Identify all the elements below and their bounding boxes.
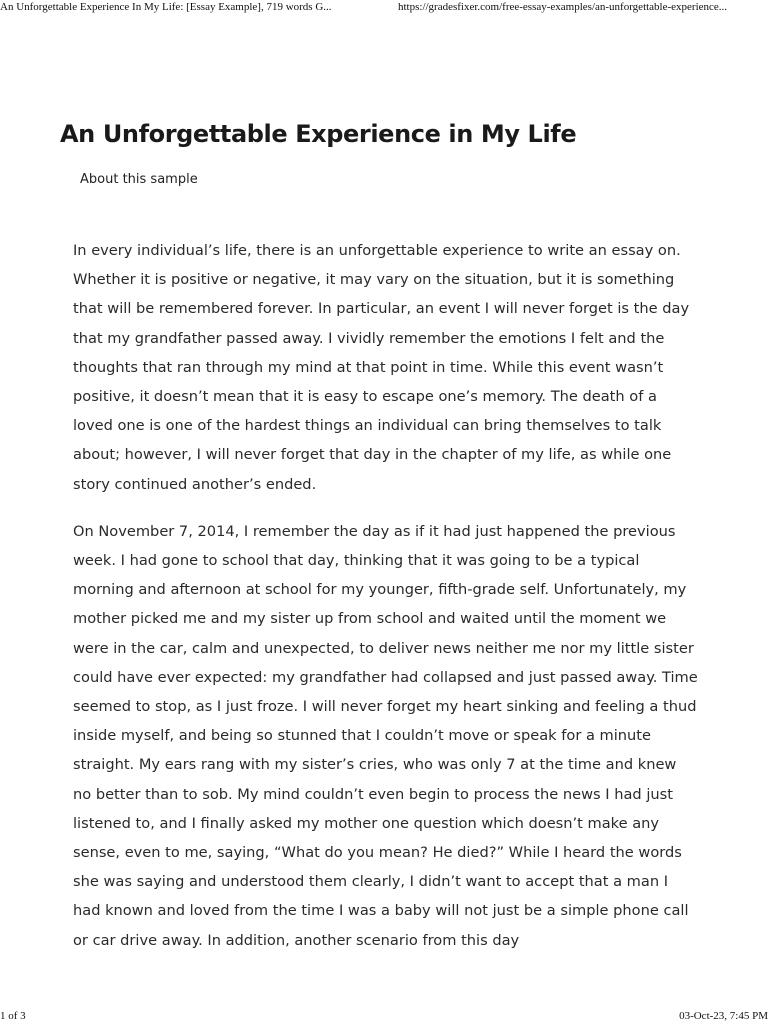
print-header-title: An Unforgettable Experience In My Life: [Essay Example], 719 words G... <box>0 1 332 13</box>
print-datetime: 03-Oct-23, 7:45 PM <box>679 1010 768 1022</box>
print-header-url[interactable]: https://gradesfixer.com/free-essay-examples/an-unforgettable-experience... <box>398 1 728 13</box>
page-number: 1 of 3 <box>0 1010 26 1022</box>
article-title: An Unforgettable Experience in My Life <box>60 120 577 148</box>
print-header <box>0 0 768 16</box>
essay-paragraph-1: In every individual’s life, there is an unforgettable experience to write an essay on. Whether it is positive or negative, it may vary on the situation, but it is something that will be remembered forever. In particular, an event I will never forget is the day that my grandfather passed away. I vividly remember the emotions I felt and the thoughts that ran through my mind at that point in time. While this event wasn’t positive, it doesn’t mean that it is easy to escape one’s memory. The death of a loved one is one of the hardest things an individual can bring themselves to talk about; however, I will never forget that day in the chapter of my life, as while one story continued another’s ended. <box>73 242 690 493</box>
essay-body <box>73 236 699 973</box>
about-sample-label[interactable]: About this sample <box>80 172 198 187</box>
print-footer <box>0 1010 768 1024</box>
essay-paragraph-2: On November 7, 2014, I remember the day as if it had just happened the previous week. I had gone to school that day, thinking that it was going to be a typical morning and afternoon at school for my younger, fifth-grade self. Unfortunately, my mother picked me and my sister up from school and waited until the moment we were in the car, calm and unexpected, to deliver news neither me nor my little sister could have ever expected: my grandfather had collapsed and just passed away. Time seemed to stop, as I just froze. I will never forget my heart sinking and feeling a thud inside myself, and being so stunned that I couldn’t move or speak for a minute straight. My ears rang with my sister’s cries, who was only 7 at the time and knew no better than to sob. My mind couldn’t even begin to process the news I had just listened to, and I finally asked my mother one question which doesn’t make any sense, even to me, saying, “What do you mean? He died?” While I heard the words she was saying and understood them clearly, I didn’t want to accept that a man I had known and loved from the time I was a baby will not just be a simple phone call or car drive away. In addition, another scenario from this day <box>73 522 698 949</box>
